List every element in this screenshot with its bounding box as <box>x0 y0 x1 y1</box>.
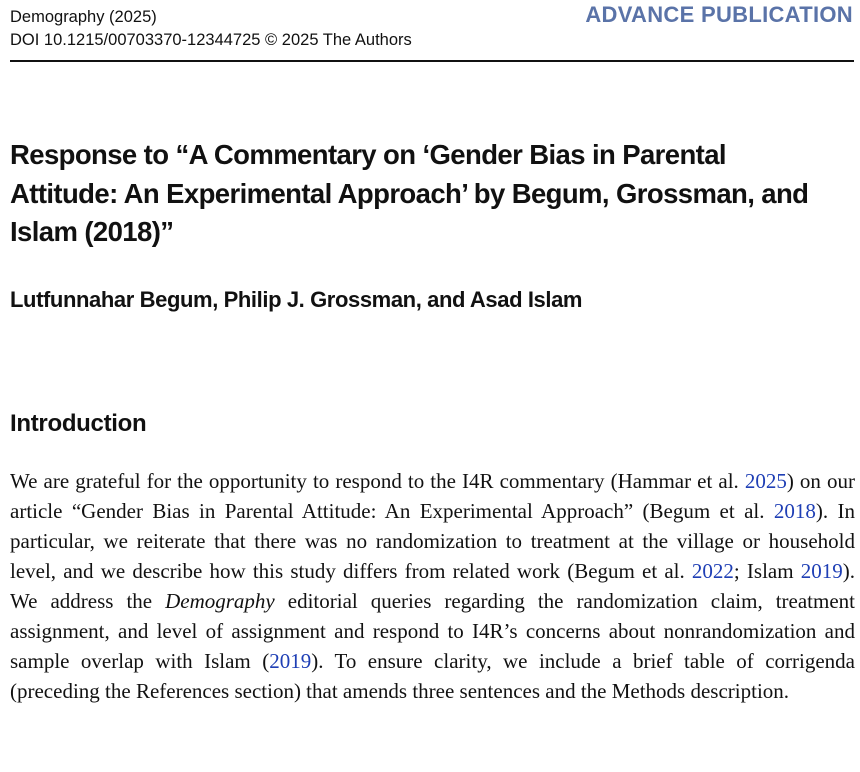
paragraph-text: ; Islam <box>733 559 801 583</box>
advance-publication-badge: ADVANCE PUBLICATION <box>585 2 853 27</box>
journal-header <box>10 6 412 52</box>
section-heading-introduction: Introduction <box>10 410 147 437</box>
article-title: Response to “A Commentary on ‘Gender Bias in Parental Attitude: An Experimental Approach’ by Begum, Grossman, and Islam (2018)” <box>10 139 809 247</box>
citation-link[interactable]: 2025 <box>744 469 787 493</box>
citation-link[interactable]: 2019 <box>269 649 312 673</box>
journal-name-italic: Demography <box>165 589 275 613</box>
header-divider <box>10 60 854 62</box>
paragraph-text: We are grateful for the opportunity to respond to the I4R commentary (Hammar et al. <box>10 469 745 493</box>
citation-link[interactable]: 2018 <box>773 499 816 523</box>
article-authors: Lutfunnahar Begum, Philip J. Grossman, and Asad Islam <box>10 287 583 312</box>
paragraph-text: editorial queries regarding the randomization claim, treatment assignment, and level of assignment and respond to I4R’s concerns about nonrandomization and sample overlap with Islam ( <box>10 589 855 673</box>
introduction-paragraph <box>10 466 855 706</box>
paragraph-text: ) on our article “Gender Bias in Parental Attitude: An Experimental Approach” (Begum et al. <box>10 469 855 523</box>
citation-link[interactable]: 2022 <box>691 559 734 583</box>
paragraph-text: ). To ensure clarity, we include a brief table of corrigenda (preceding the References section) that amends three sentences and the Methods description. <box>10 649 856 703</box>
doi-line: DOI 10.1215/00703370-12344725 © 2025 The Authors <box>10 31 412 49</box>
journal-name: Demography (2025) <box>10 8 157 26</box>
paragraph-text: ). In particular, we reiterate that there was no randomization to treatment at the village or household level, and we describe how this study differs from related work (Begum et al. <box>10 499 855 583</box>
paragraph-text: ). We address the <box>10 559 855 613</box>
citation-link[interactable]: 2019 <box>800 559 843 583</box>
